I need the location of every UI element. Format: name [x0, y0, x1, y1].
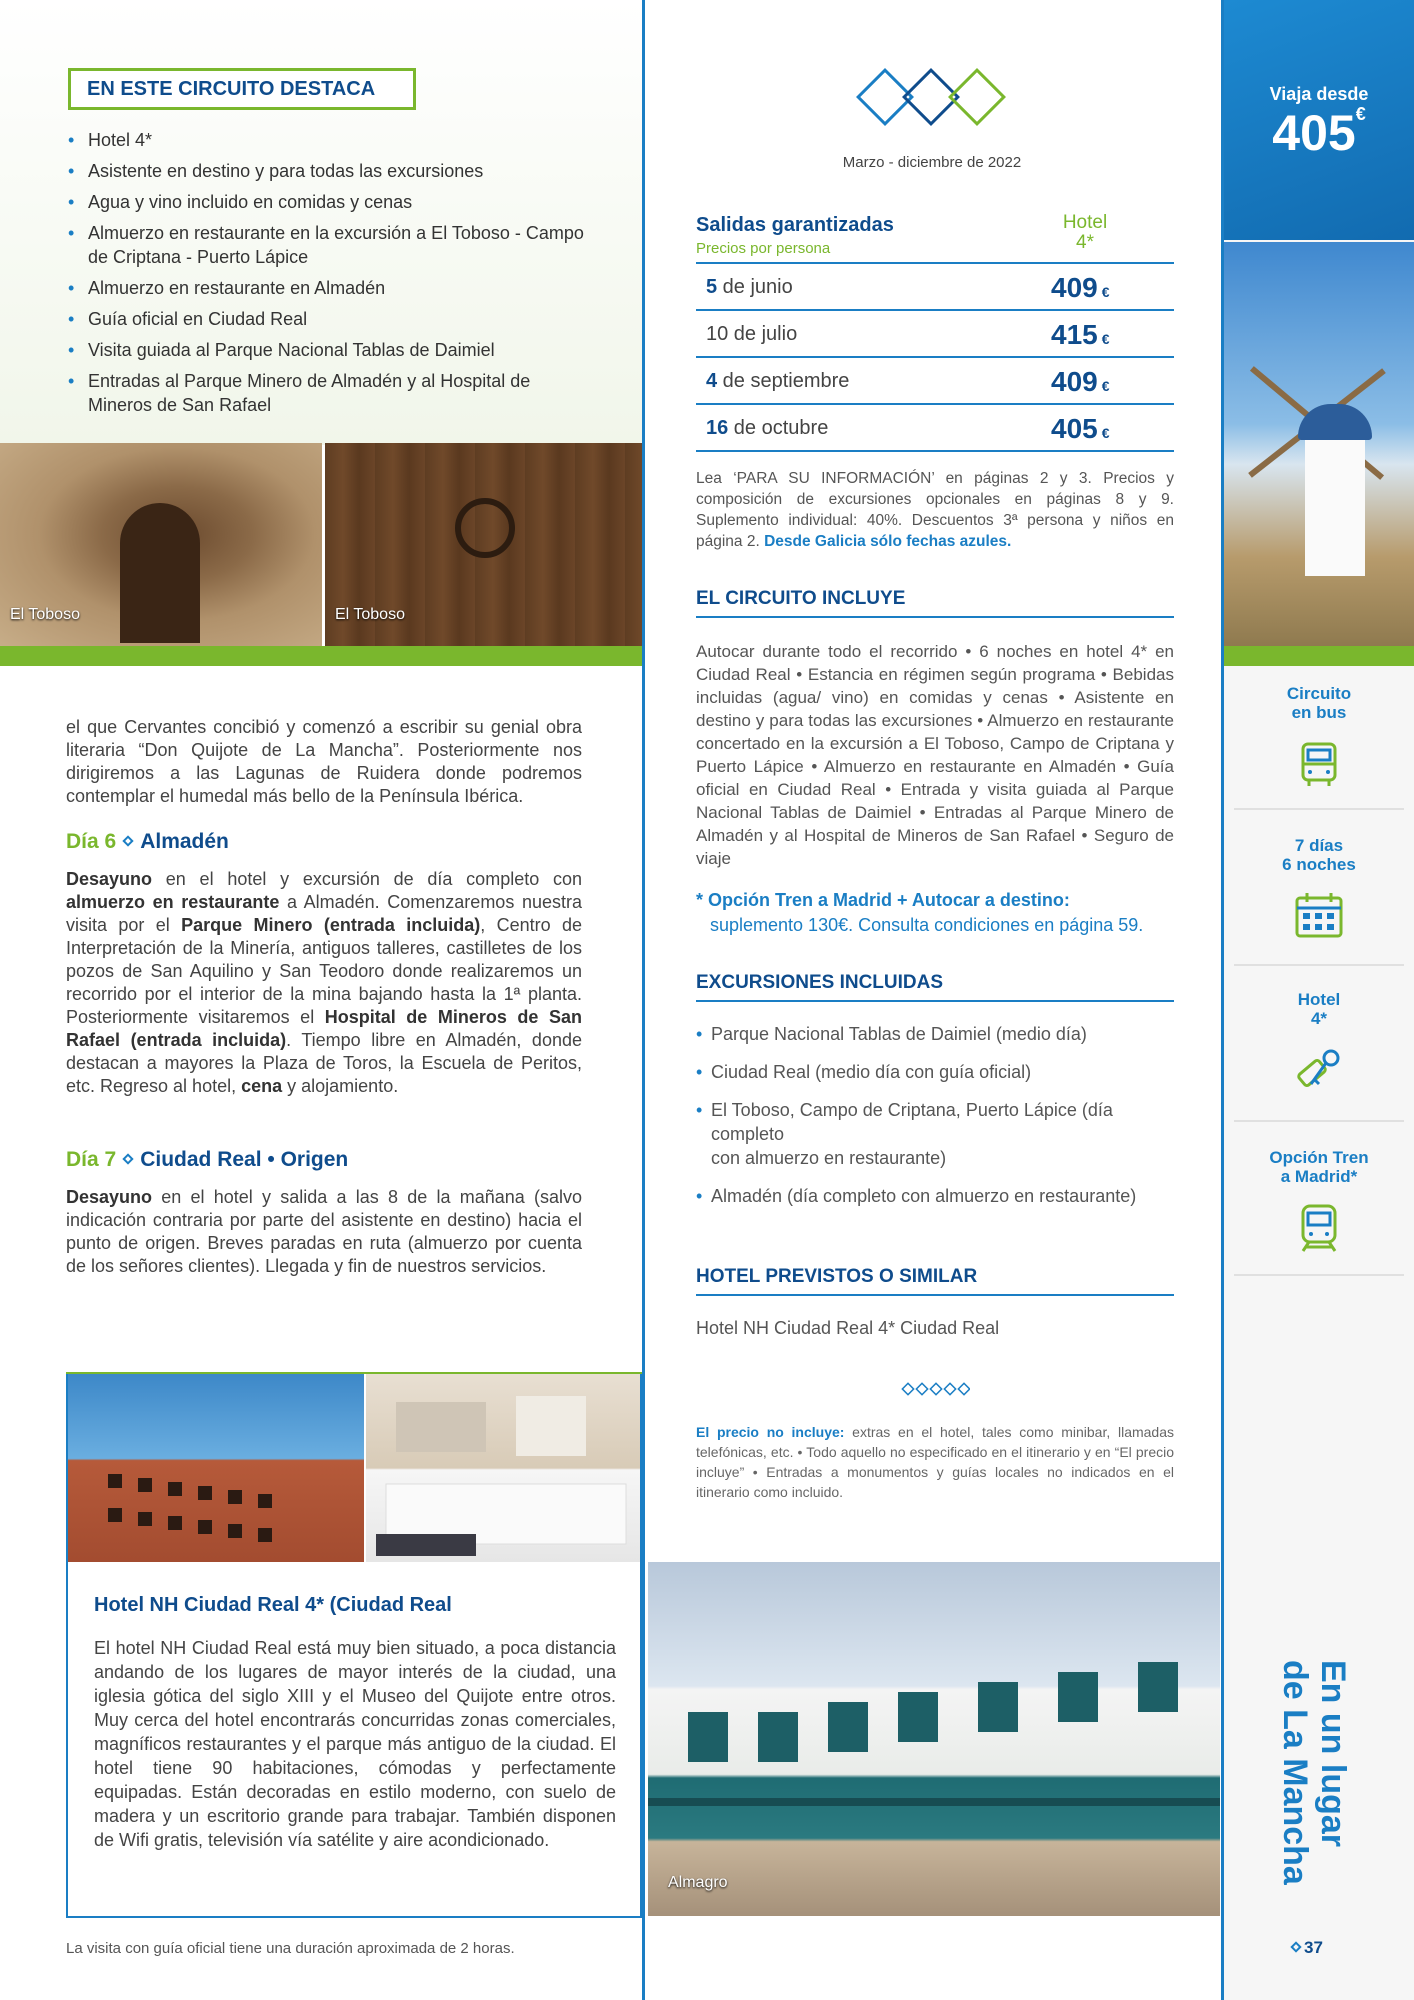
hotel-keys-icon	[1293, 1044, 1345, 1096]
feature-separator	[1234, 808, 1404, 810]
bold-text: almuerzo en restaurante	[66, 892, 280, 912]
excludes-label: El precio no incluye:	[696, 1424, 845, 1440]
vertical-title	[1262, 1660, 1382, 1920]
photo-hotel-exterior	[68, 1374, 364, 1562]
windmill-tower	[1305, 430, 1365, 576]
highlight-item: • Entradas al Parque Minero de Almadén y al Hospital de Mineros de San Rafael	[68, 369, 588, 417]
from-price-value	[1224, 104, 1414, 162]
photo-el-toboso-door	[325, 443, 642, 646]
text: en el hotel y salida a las 8 de la mañana (salvo indicación contraria por parte del asistente en destino) hacia el punto de origen. Breves paradas en ruta (almuerzo por cuenta de los señores clientes). Llegada y fin de nuestros servicios.	[66, 1187, 582, 1276]
price-excludes	[696, 1422, 1174, 1502]
feature-hotel	[1224, 990, 1414, 1096]
price-value: 409	[1051, 272, 1098, 303]
train-icon	[1293, 1202, 1345, 1254]
date-month: de octubre	[728, 417, 829, 439]
feature-separator	[1234, 964, 1404, 966]
diamond-icon	[1290, 1941, 1301, 1952]
text: , Centro de Interpretación de la Minería, antiguos talleres, castilletes de los pozos de San Aquilino y San Teodoro donde realizaremos un recorrido por el interior de la mina bajando hasta la 1ª planta. Posteriormente visitaremos el	[66, 915, 582, 1027]
door-knocker	[455, 498, 515, 558]
list-item: • Ciudad Real (medio día con guía oficial)	[696, 1060, 1174, 1084]
departure-price	[1051, 413, 1110, 445]
photo-caption: El Toboso	[335, 606, 405, 623]
day-6-text	[66, 868, 582, 1098]
hotel-box-description: El hotel NH Ciudad Real está muy bien situado, a poca distancia andando de los lugares de mayor interés de la ciudad, una iglesia gótica del siglo XIII y el Museo del Quijote entre otros. Muy cerca del hotel encontrarás concurridas zonas comerciales, magníficos restaurantes y el parque más antiguo de la ciudad. El hotel tiene 90 habitaciones, cómodas y perfectamente equipadas. Están decoradas en estilo moderno, con suelo de madera y un escritorio grande para trabajar. También disponen de Wifi gratis, televisión vía satélite y aire acondicionado.	[94, 1638, 616, 1850]
feature-label: Hotel 4*	[1297, 990, 1341, 1028]
currency: €	[1101, 378, 1110, 394]
highlight-item: • Agua y vino incluido en comidas y cenas	[68, 190, 588, 214]
date-day: 10	[706, 323, 729, 345]
itinerary-intro: el que Cervantes concibió y comenzó a escribir su genial obra literaria “Don Quijote de La Mancha”. Posteriormente nos dirigiremos a las Lagunas de Ruidera donde podremos contemplar el humedal más bello de la Península Ibérica.	[66, 717, 582, 806]
departure-price	[1051, 272, 1110, 304]
highlight-item: • Almuerzo en restaurante en Almadén	[68, 276, 588, 300]
list-item: • El Toboso, Campo de Criptana, Puerto Lápice (día completo con almuerzo en restaurante)	[696, 1098, 1174, 1170]
train-option-title: * Opción Tren a Madrid + Autocar a destino:	[696, 890, 1070, 910]
room-beds	[366, 1374, 640, 1562]
section-title-hoteles: HOTEL PREVISTOS O SIMILAR	[696, 1266, 1174, 1296]
excursions-list	[696, 1022, 1174, 1222]
day-7-text	[66, 1186, 582, 1278]
currency: €	[1101, 331, 1110, 347]
highlights-title: EN ESTE CIRCUITO DESTACA	[68, 68, 416, 110]
calendar-icon	[1293, 890, 1345, 942]
price-value: 409	[1051, 366, 1098, 397]
highlight-item: • Guía oficial en Ciudad Real	[68, 307, 588, 331]
day-7-heading	[66, 1148, 348, 1172]
highlight-item: • Hotel 4*	[68, 128, 588, 152]
incluye-text: Autocar durante todo el recorrido • 6 noches en hotel 4* en Ciudad Real • Estancia en régimen según programa • Bebidas incluidas (agua/ vino) en comidas y cenas • Asistente en destino y para todas las excursiones • Almuerzo en restaurante concertado en la excursión a El Toboso, Campo de Criptana y Puerto Lápice • Almuerzo en restaurante en Almadén • Guía oficial en Ciudad Real • Entrada y visita guiada al Parque Nacional Tablas de Daimiel • Entradas al Parque Minero de Almadén y al Hospital de Mineros de San Rafael • Seguro de viaje	[696, 642, 1174, 868]
hotel-column-category: 4*	[1076, 232, 1094, 253]
bold-text: Desayuno	[66, 869, 153, 889]
diamond-icon	[123, 835, 134, 846]
currency: €	[1355, 104, 1366, 124]
departure-price	[1051, 319, 1110, 351]
hotel-line: Hotel NH Ciudad Real 4* Ciudad Real	[696, 1318, 1000, 1338]
vertical-title-line-2: de La Mancha	[1276, 1660, 1314, 1885]
season-dates: Marzo - diciembre de 2022	[842, 154, 1022, 171]
green-divider-bar	[1224, 646, 1414, 666]
day-6-title: Almadén	[140, 830, 229, 853]
highlights-list	[68, 128, 588, 424]
price-info	[696, 468, 1174, 552]
list-item: • Almadén (día completo con almuerzo en restaurante)	[696, 1184, 1174, 1208]
section-title-incluye: EL CIRCUITO INCLUYE	[696, 588, 1174, 618]
price-value: 415	[1051, 319, 1098, 350]
almagro-facade	[648, 1562, 1220, 1916]
departure-date	[706, 417, 828, 440]
table-row	[696, 356, 1174, 403]
list-item: • Parque Nacional Tablas de Daimiel (medio día)	[696, 1022, 1174, 1046]
vertical-title-line-1: En un lugar	[1314, 1660, 1352, 1847]
day-6-number: Día 6	[66, 830, 117, 853]
photo-hotel-room	[366, 1374, 640, 1562]
feature-train	[1224, 1148, 1414, 1254]
date-day: 5	[706, 276, 718, 298]
day-6-heading	[66, 830, 229, 854]
prices-subtitle: Precios por persona	[696, 240, 831, 257]
text: . Tiempo libre en Almadén, donde destacan a mayores la Plaza de Toros, la Escuela de Peritos, etc. Regreso al hotel,	[66, 1030, 582, 1096]
hotel-column-label: Hotel	[1062, 212, 1108, 233]
day-7-number: Día 7	[66, 1148, 117, 1171]
bold-text: cena	[241, 1076, 283, 1096]
vertical-title-text	[1262, 1660, 1382, 1920]
currency: €	[1101, 284, 1110, 300]
highlight-item: • Visita guiada al Parque Nacional Tablas de Daimiel	[68, 338, 588, 362]
highlight-item: • Asistente en destino y para todas las excursiones	[68, 159, 588, 183]
date-day: 4	[706, 370, 718, 392]
day-7-title: Ciudad Real • Origen	[140, 1148, 349, 1171]
feature-separator	[1234, 1120, 1404, 1122]
currency: €	[1101, 425, 1110, 441]
date-day: 16	[706, 417, 729, 439]
from-price-label: Viaja desde	[1269, 84, 1369, 104]
feature-duration	[1224, 836, 1414, 942]
diamonds-logo-icon	[856, 62, 1006, 138]
photo-caption: Almagro	[668, 1874, 728, 1891]
feature-label: Circuito en bus	[1286, 684, 1352, 722]
feature-separator	[1234, 1274, 1404, 1276]
bus-icon	[1293, 738, 1345, 790]
departure-date	[706, 276, 793, 299]
arch-doorway	[120, 503, 200, 643]
bold-text: Desayuno	[66, 1187, 153, 1207]
photo-el-toboso-arch	[0, 443, 322, 646]
photo-caption: El Toboso	[10, 606, 80, 623]
table-row	[696, 262, 1174, 309]
info-text: Lea ‘PARA SU INFORMACIÓN’ en páginas 2 y 3. Precios y composición de excursiones opcionales en páginas 8 y 9. Suplemento individual: 40%. Descuentos 3ª persona y niños en página 2.	[696, 470, 1174, 550]
prices-title: Salidas garantizadas	[696, 214, 894, 236]
date-month: de julio	[728, 323, 798, 345]
diamond-icon	[123, 1153, 134, 1164]
column-divider-left	[642, 0, 645, 2000]
footnote: La visita con guía oficial tiene una duración aproximada de 2 horas.	[66, 1940, 515, 1957]
diamond-row-icon	[900, 1382, 970, 1396]
date-month: de junio	[717, 276, 793, 298]
photo-almagro	[648, 1562, 1220, 1916]
price-value: 405	[1272, 105, 1356, 161]
building-windows	[68, 1374, 364, 1562]
bold-text: Hospital de Mineros de San Rafael (entrada incluida)	[66, 1007, 583, 1050]
feature-label: 7 días 6 noches	[1282, 836, 1356, 874]
table-bottom-rule	[696, 450, 1174, 452]
date-month: de septiembre	[717, 370, 850, 392]
text: a Almadén. Comenzaremos nuestra visita por el	[66, 892, 582, 935]
text: en el hotel y excursión de día completo con	[152, 869, 582, 889]
page-number	[1292, 1938, 1323, 1958]
green-divider-bar	[0, 646, 642, 666]
table-row	[696, 309, 1174, 356]
departure-price	[1051, 366, 1110, 398]
info-highlight: Desde Galicia sólo fechas azules.	[764, 533, 1012, 550]
section-title-excursiones: EXCURSIONES INCLUIDAS	[696, 972, 1174, 1002]
price-table	[696, 262, 1174, 452]
departure-date	[706, 370, 849, 393]
excludes-text: extras en el hotel, tales como minibar, llamadas telefónicas, etc. • Todo aquello no especificado en el itinerario y en “El precio incluye” • Entradas a monumentos y guías locales no indicados en el itinerario como incluido.	[696, 1424, 1175, 1500]
hotel-box-title: Hotel NH Ciudad Real 4* (Ciudad Real	[94, 1594, 452, 1616]
feature-label: Opción Tren a Madrid*	[1269, 1148, 1369, 1186]
highlight-item: • Almuerzo en restaurante en la excursión a El Toboso - Campo de Criptana - Puerto Lápice	[68, 221, 588, 269]
train-option-detail: suplemento 130€. Consulta condiciones en página 59.	[710, 915, 1144, 935]
train-option	[696, 888, 1174, 938]
price-value: 405	[1051, 413, 1098, 444]
departure-date	[706, 323, 797, 346]
hotel-column-header	[1040, 213, 1130, 253]
table-row	[696, 403, 1174, 450]
feature-bus	[1224, 684, 1414, 790]
page-number-value: 37	[1304, 1938, 1323, 1957]
bold-text: Parque Minero (entrada incluida)	[181, 915, 481, 935]
text: y alojamiento.	[282, 1076, 399, 1096]
